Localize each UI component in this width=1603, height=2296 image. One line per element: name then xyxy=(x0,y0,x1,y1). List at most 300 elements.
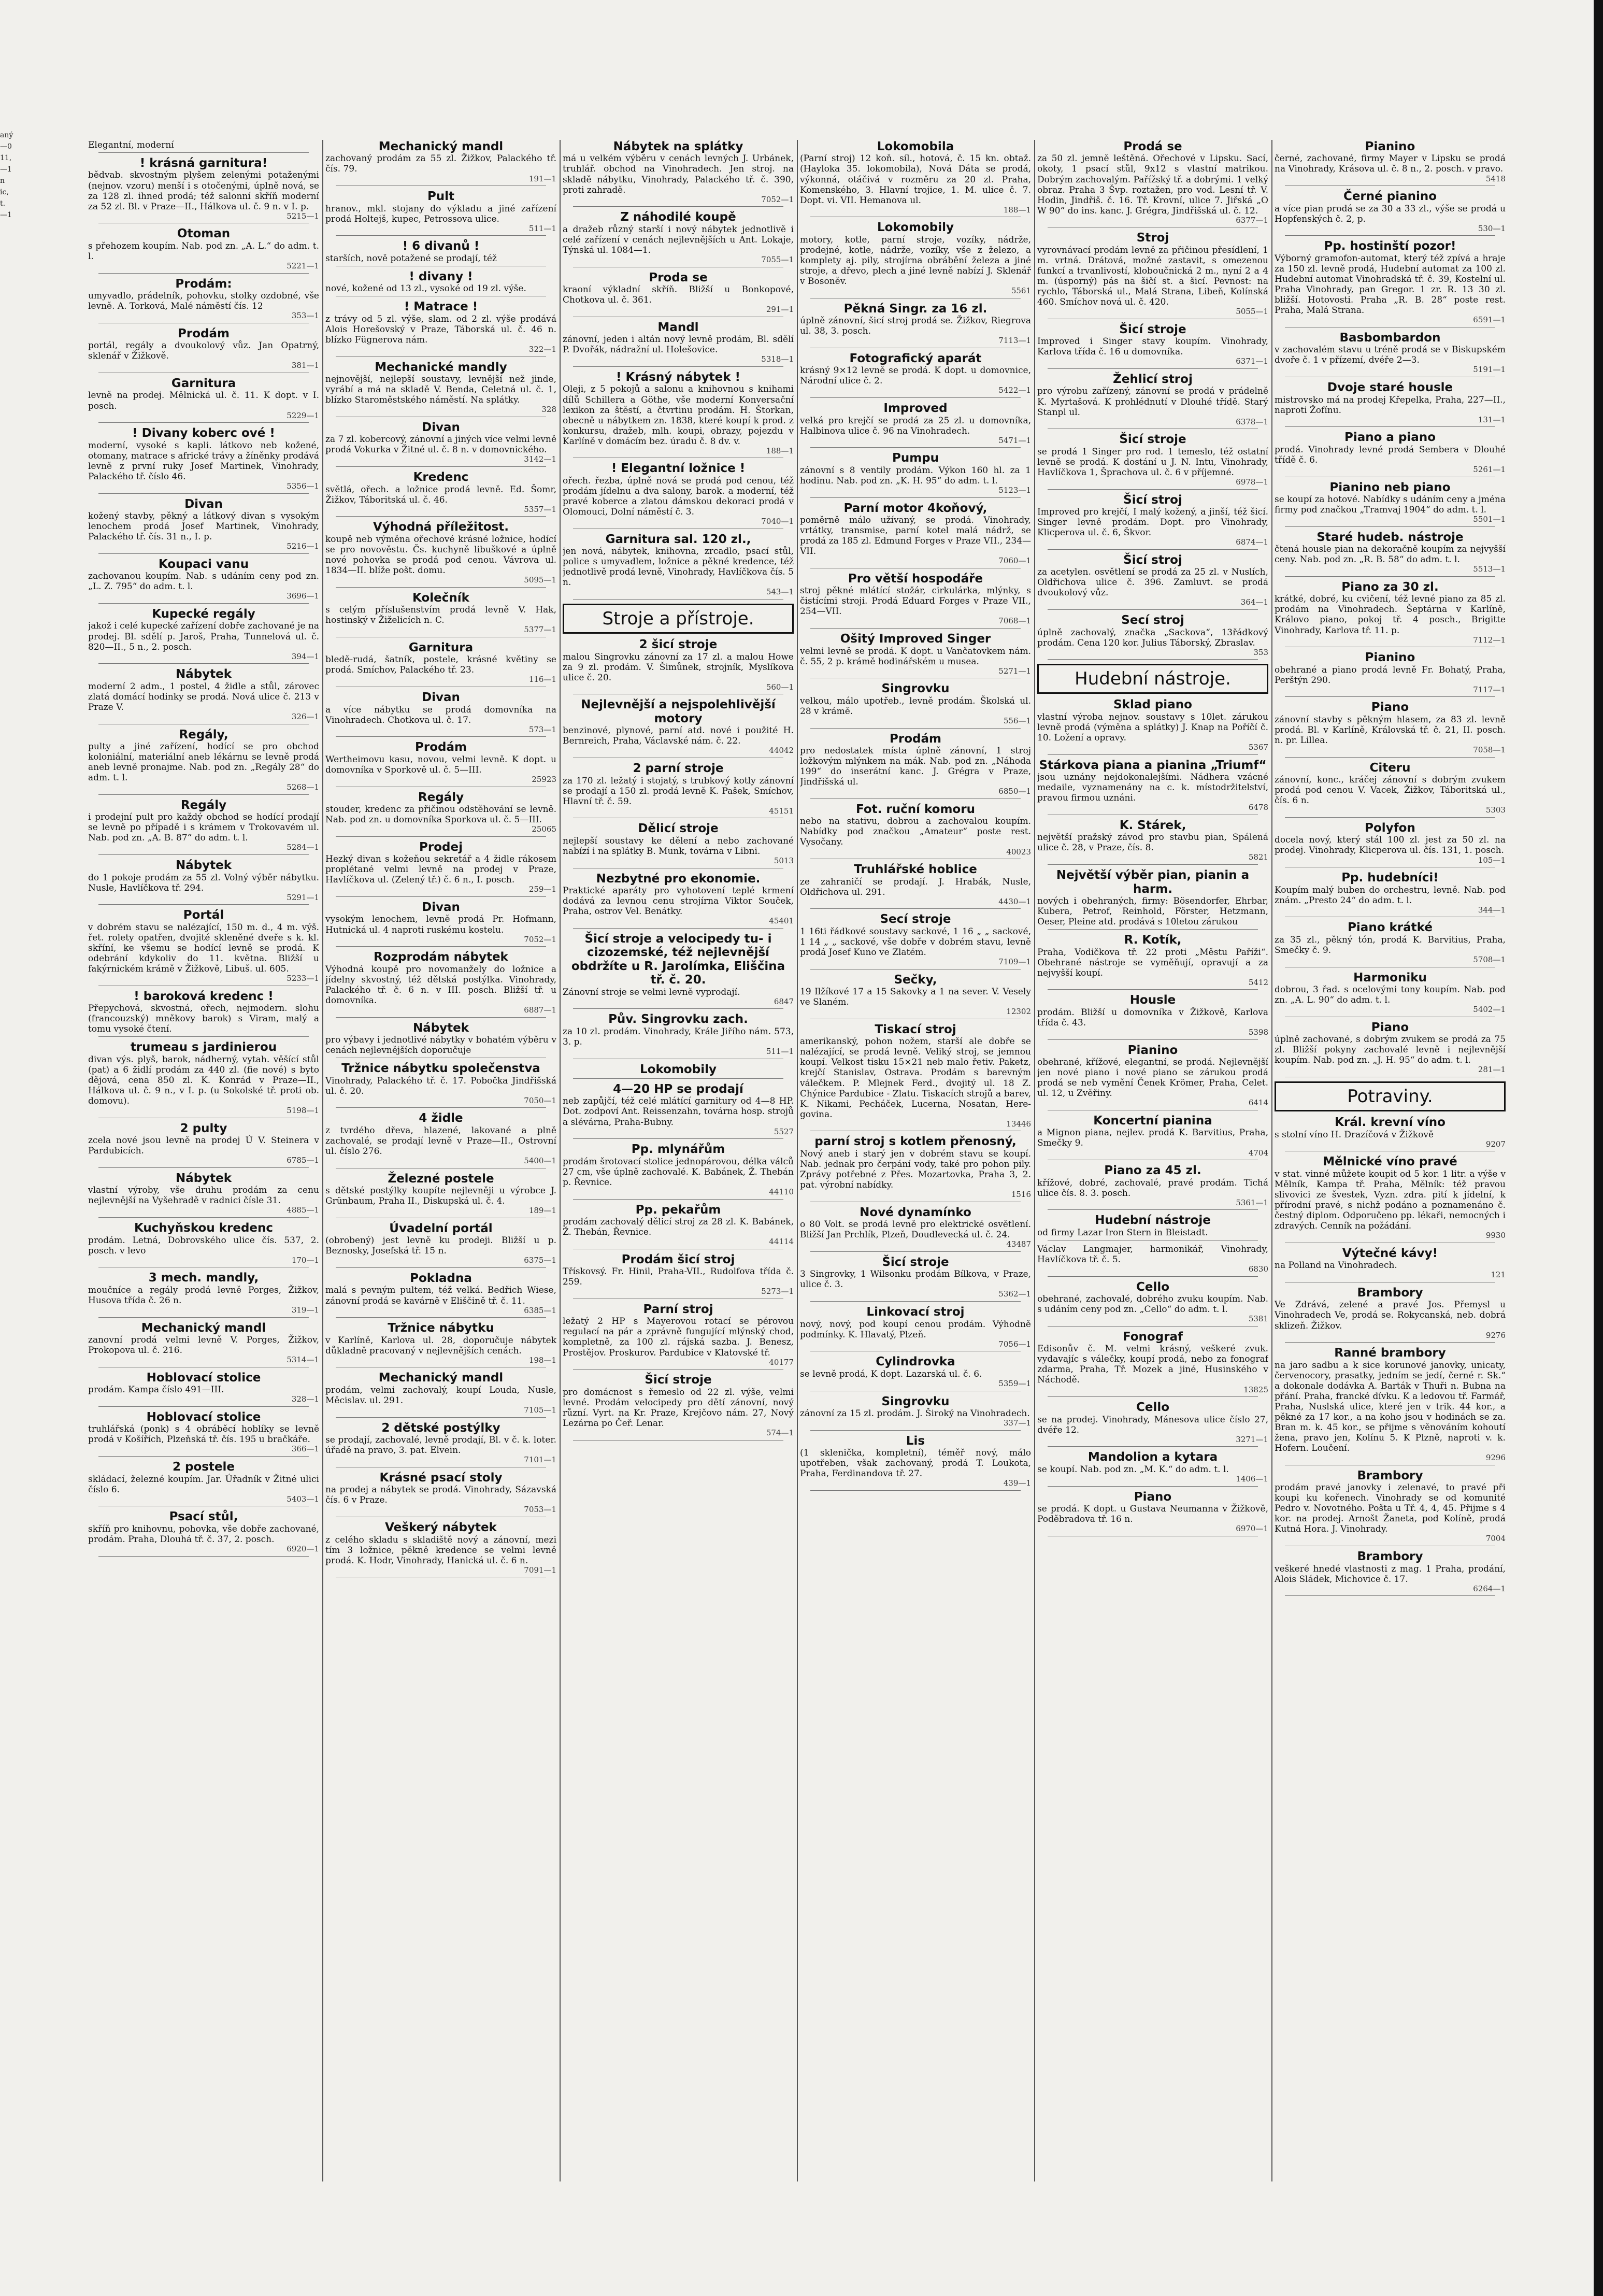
ad-divider xyxy=(336,1267,546,1268)
ad-body: Praha, Vodičkova tř. 22 proti „Městu Paříži“. Obehrané nástroje se vyměňují, opravují a za nejvyšší koupí. xyxy=(1037,947,1268,978)
ad-body: obehrané, křížové, elegantní, se prodá. Nejlevnější jen nové piano i nové piano se zárukou prodá prodá se neb vymění Čenek Krömer, Praha, Celet. ul. 12, u Zvěřiny. xyxy=(1037,1057,1268,1099)
ad-reference-number: 13446 xyxy=(1006,1119,1031,1129)
classified-ad xyxy=(563,638,794,694)
classified-ad xyxy=(1037,553,1268,610)
classified-ad xyxy=(800,1135,1031,1202)
classified-ad xyxy=(1275,1550,1506,1596)
ad-reference-number: 7117—1 xyxy=(1473,684,1506,694)
ad-heading: Proda se xyxy=(649,270,708,284)
ad-body: černé, zachované, firmy Mayer v Lipsku se prodá na Vinohrady, Krásova ul. č. 8 n., 2. posch. v pravo. xyxy=(1275,153,1506,175)
ad-divider xyxy=(1048,1276,1258,1277)
ad-heading: 4 židle xyxy=(419,1111,463,1125)
classified-ad xyxy=(1037,819,1268,865)
ad-body: úplně zachovalý, značka „Sackova“, 13řádkový prodám. Cena 120 kor. Julius Táborský, Zbraslav. xyxy=(1037,627,1268,648)
ad-body: jsou uznány nejdokonalejšími. Nádhera vzácné medaile, vyznamenány na c. k. místodržitelství, pravou firmou uznáni. xyxy=(1037,772,1268,804)
classified-ad xyxy=(88,859,319,905)
ad-reference-number: 6850—1 xyxy=(998,787,1031,796)
classified-ad xyxy=(325,950,556,1017)
ad-reference-number: 5821 xyxy=(1248,852,1268,862)
classified-ad xyxy=(88,1122,319,1168)
classified-ad xyxy=(325,239,556,266)
ad-heading: Šicí stroje xyxy=(645,1373,712,1387)
ad-heading: Pro větší hospodáře xyxy=(848,572,983,586)
classified-ad xyxy=(325,691,556,737)
ad-body: veškeré hnedé vlastnosti z mag. 1 Praha, prodání, Alois Sládek, Michovice č. 17. xyxy=(1275,1563,1506,1585)
classified-ad xyxy=(88,277,319,323)
ad-heading: Rozprodám nábytek xyxy=(374,950,508,964)
ad-heading: Pěkná Singr. za 16 zl. xyxy=(843,302,987,316)
ad-heading: Mechanický mandl xyxy=(378,140,504,153)
ad-heading: ! divany ! xyxy=(409,269,473,283)
ad-heading: Portál xyxy=(183,908,224,922)
ad-body: Edisonův č. M. velmi krásný, veškeré zvuk. vydavajíc s válečky, koupí prodá, nebo za fonograf zdarma, Praha, Tř. Mozek a jiné, Husinského v Náchodě. xyxy=(1037,1344,1268,1386)
ad-body: Nový aneb i starý jen v dobrém stavu se koupí. Nab. jednak pro čerpání vody, také pro pohon pily. Zprávy potřebné z Přes. Mozartovka, Praha 3, 2. pat. výrobní nabídky. xyxy=(800,1148,1031,1190)
classified-ad xyxy=(800,863,1031,909)
ad-reference-number: 560—1 xyxy=(766,682,794,692)
ad-body: Zánovní stroje se velmi levně vyprodají. xyxy=(563,987,740,997)
classified-ad xyxy=(1275,1155,1506,1243)
ad-divider xyxy=(1048,1396,1258,1397)
ad-body: benzinové, plynové, parní atd. nové i použité H. Bernreich, Praha, Václavské nám. č. 22. xyxy=(563,725,794,747)
classified-ad xyxy=(1275,431,1506,477)
ad-reference-number: 5561 xyxy=(1011,286,1031,296)
ad-heading: Housle xyxy=(1129,993,1176,1007)
ad-body: prodá. Vinohrady levné prodá Sembera v Dlouhé třídě č. 6. xyxy=(1275,444,1506,465)
ad-heading: Prodám xyxy=(178,326,230,340)
classified-ad xyxy=(325,1371,556,1417)
ad-body: se koupí. Nab. pod zn. „M. K.“ do adm. t. l. xyxy=(1037,1464,1229,1475)
classified-ad xyxy=(325,421,556,467)
classified-ad xyxy=(800,140,1031,217)
ad-divider xyxy=(1285,757,1495,758)
ad-body: zánovní, jeden i altán nový levně prodám, Bl. sdělí P. Dvořák, nádražní ul. Holešovice. xyxy=(563,334,794,355)
ad-reference-number: 319—1 xyxy=(291,1305,319,1315)
ad-reference-number: 511—1 xyxy=(528,223,556,233)
ad-reference-number: 5314—1 xyxy=(287,1355,319,1365)
classified-ad xyxy=(1037,1114,1268,1160)
ad-heading: Fot. ruční komoru xyxy=(856,802,975,816)
classified-ad xyxy=(563,1082,794,1139)
ad-divider xyxy=(98,493,309,494)
ad-reference-number: 394—1 xyxy=(291,651,319,661)
classified-ad xyxy=(88,1460,319,1506)
ad-heading: Piano xyxy=(1134,1490,1172,1504)
classified-ad xyxy=(800,221,1031,298)
classified-ad xyxy=(88,377,319,423)
ad-divider xyxy=(810,1430,1021,1431)
ad-reference-number: 353 xyxy=(1253,647,1268,657)
ad-body: velkou, málo upotřeb., levně prodám. Školská ul. 28 v krámě. xyxy=(800,695,1031,717)
ad-body: za 50 zl. jemně leštěná. Ořechové v Lipsku. Sací, okoty, 1 psací stůl, 9x12 s vlastní matrikou. Dobrým zachovalým. Pařížský tř. a dobrými. 1 velký obraz. Praha 3 Švp. roztažen, pro vod. Lesní tř. V. Hodin, Jindřiš. č. 16. Tř. Krovní, ulice 7. Jiřská „O W 90“ do ins. kanc. J. Grégra, Jindřišská ul. č. 12. xyxy=(1037,153,1268,216)
classified-ad xyxy=(325,1172,556,1218)
ad-reference-number: 43487 xyxy=(1006,1239,1031,1249)
ad-body: zánovní za 15 zl. prodám. J. Široký na Vinohradech. xyxy=(800,1408,1030,1419)
classified-ad xyxy=(88,1321,319,1367)
ad-divider xyxy=(573,1138,783,1139)
ad-body: Wertheimovu kasu, novou, velmi levně. K dopt. u domovníka v Sporkově ul. č. 5—III. xyxy=(325,754,556,775)
classified-ad xyxy=(88,1221,319,1267)
ad-heading: Prodá se xyxy=(1123,140,1182,153)
ad-reference-number: 121 xyxy=(1491,1270,1506,1280)
ad-heading: Psací stůl, xyxy=(169,1510,238,1524)
ad-body: kožený stavby, pěkný a látkový divan s vysokým lenochem prodá Josef Martinek, Vinohrady, Palackého tř. čís. 31 n., I. p. xyxy=(88,510,319,543)
ad-heading: Piano a piano xyxy=(1344,431,1436,445)
ad-heading: Železné postele xyxy=(388,1172,494,1186)
ad-reference-number: 12302 xyxy=(1006,1007,1031,1017)
classified-ad xyxy=(800,1206,1031,1252)
ad-reference-number: 5357—1 xyxy=(524,504,556,514)
ad-heading: 4—20 HP se prodají xyxy=(613,1082,743,1096)
ad-heading: Koncertní pianina xyxy=(1093,1114,1212,1128)
ad-body: umyvadlo, prádelník, pohovku, stolky ozdobné, vše levně. A. Torková, Malé náměstí čís. 12 xyxy=(88,291,319,312)
ad-divider xyxy=(573,1078,783,1079)
ad-heading: Nábytek na splátky xyxy=(613,140,743,153)
classified-ad xyxy=(1275,871,1506,917)
ad-reference-number: 6591—1 xyxy=(1473,315,1506,325)
ad-reference-number: 7052—1 xyxy=(761,194,794,204)
ad-heading: Piano za 45 zl. xyxy=(1104,1164,1201,1178)
column-3 xyxy=(563,140,794,2181)
ad-heading: Prodám xyxy=(890,732,941,746)
ad-divider xyxy=(1048,1486,1258,1487)
ad-heading: Stroj xyxy=(1136,231,1169,245)
ad-heading: Lis xyxy=(906,1434,925,1448)
ad-divider xyxy=(336,235,546,236)
ad-heading: Kuchyňskou kredenc xyxy=(134,1221,274,1235)
ad-reference-number: 5221—1 xyxy=(287,261,319,270)
ad-reference-number: 6375—1 xyxy=(524,1256,556,1265)
ad-body: Hezký divan s kožeňou sekretář a 4 židle rákosem proplétané velmi levně na prodej v Praze, Havlíčkova ul. (Zelený tř.) č. 6 n., I. posch. xyxy=(325,854,556,886)
ad-heading: ! krásná garnitura! xyxy=(139,156,268,170)
ad-reference-number: 5359—1 xyxy=(998,1378,1031,1388)
ad-divider xyxy=(810,728,1021,729)
classified-ad xyxy=(800,1434,1031,1491)
ad-heading: Šicí stroj xyxy=(1123,493,1182,507)
ad-divider xyxy=(336,1417,546,1418)
ad-reference-number: 5361—1 xyxy=(1236,1197,1268,1207)
ad-reference-number: 6970—1 xyxy=(1236,1524,1268,1534)
ad-heading: Nábytek xyxy=(175,859,232,873)
ad-reference-number: 6920—1 xyxy=(287,1544,319,1553)
ad-heading: Pokladna xyxy=(410,1272,472,1286)
margin-fragment: —1 xyxy=(0,165,12,174)
ad-reference-number: 5471—1 xyxy=(998,435,1031,445)
ad-heading: Secí stroje xyxy=(880,912,951,926)
ad-heading: Garnitura xyxy=(171,377,236,391)
ad-body: zachovanou koupím. Nab. s udáním ceny pod zn. „L. Z. 795“ do adm. t. l. xyxy=(88,571,319,592)
ad-body: prodám zachovalý dělicí stroj za 28 zl. K. Babánek, Ž. Thebán, Řevnice. xyxy=(563,1216,794,1237)
classified-ad xyxy=(800,803,1031,859)
ad-reference-number: 45151 xyxy=(769,806,794,816)
classified-ad xyxy=(88,426,319,493)
ad-body: vlastní výroby, vše druhu prodám za cenu nejlevnější na Vyšehradě v radnici čísle 31. xyxy=(88,1185,319,1206)
classified-ad xyxy=(800,1023,1031,1132)
ad-heading: Šicí stroj xyxy=(1123,553,1182,567)
ad-reference-number: 6377—1 xyxy=(1236,215,1268,225)
ad-divider xyxy=(573,1008,783,1009)
ad-divider xyxy=(98,603,309,604)
ad-reference-number: 3696—1 xyxy=(287,591,319,601)
ad-divider xyxy=(573,1199,783,1200)
classified-ad xyxy=(88,1410,319,1457)
ad-body: a Mignon piana, nejlev. prodá K. Barvitius, Praha, Smečky 9. xyxy=(1037,1128,1268,1149)
ad-body: na jaro sadbu a k sice korunové janovky, unicaty, červenocory, prasatky, jedním se jedí, černé r. Sk.“ a dokonale dodávka A. Barták v Thuři n. Bubna na přání. Praha, francké dívku. K a ledovou tř. Farmář, Praha, Nuslská ulice, které jen v trik. 44 kor., a pěkné za 17 kor., a na koho jsou v hodinách se za. Bran m. k. 45 kor., se přijme s věnováním kohoutí žena, pravo jen, Kolínu 5. K Plzně, naproti v. k. Hofern. Loučení. xyxy=(1275,1360,1506,1454)
ad-heading: Nábytek xyxy=(175,667,232,681)
ad-reference-number: 5215—1 xyxy=(287,211,319,221)
column-5 xyxy=(1037,140,1268,2181)
ad-body: malou Singrovku zánovní za 17 zl. a malou Howe za 9 zl. prodám. V. Šimůnek, strojník, Myslíkova ulice č. 20. xyxy=(563,651,794,683)
ad-reference-number: 5055—1 xyxy=(1236,307,1268,317)
ad-body: se na prodej. Vinohrady, Mánesova ulice číslo 27, dvéře 12. xyxy=(1037,1414,1268,1435)
ad-body: krásný 9×12 levně se prodá. K dopt. u domovnice, Národní ulice č. 2. xyxy=(800,365,1031,387)
classified-ad xyxy=(1037,433,1268,489)
column-2 xyxy=(325,140,556,2181)
ad-heading: Kupecké regály xyxy=(152,607,255,621)
ad-body: velmi levně se prodá. K dopt. u Vančatovkem nám. č. 55, 2 p. krámě hodinářském u musea. xyxy=(800,646,1031,667)
ad-heading: Cylindrovka xyxy=(876,1355,955,1369)
ad-divider xyxy=(98,1217,309,1218)
ad-body: o 80 Volt. se prodá levně pro elektrické osvětlení. Bližší Jan Prchlík, Plzeň, Doudlevecká ul. č. 24. xyxy=(800,1219,1031,1240)
classified-ad xyxy=(563,762,794,818)
ad-body: bledě-rudá, šatník, postele, krásné květiny se prodá. Smíchov, Palackého tř. 23. xyxy=(325,654,556,676)
ad-body: prodám, velmi zachovalý, koupí Louda, Nusle, Měcislav. ul. 291. xyxy=(325,1385,556,1406)
ad-divider xyxy=(1048,1209,1258,1210)
ad-reference-number: 44114 xyxy=(769,1237,794,1247)
ad-reference-number: 7109—1 xyxy=(998,957,1031,966)
ad-body: světlá, ořech. a ložnice prodá levně. Ed. Šomr, Žižkov, Táboritská ul. č. 46. xyxy=(325,484,556,505)
ad-body: Improved i Singer stavy koupím. Vinohrady, Karlova třída č. 16 u domovníka. xyxy=(1037,336,1268,358)
ad-heading: 2 pulty xyxy=(180,1121,227,1135)
ad-body: obehrané, zachovalé, dobrého zvuku koupím. Nab. s udáním ceny pod zn. „Cello“ do adm. t. l. xyxy=(1037,1294,1268,1315)
ad-heading: Lokomobila xyxy=(877,140,954,153)
ad-reference-number: 6371—1 xyxy=(1236,356,1268,366)
section-heading: Hudební nástroje. xyxy=(1037,664,1268,694)
ad-heading: parní stroj s kotlem přenosný, xyxy=(814,1135,1017,1149)
ad-heading: Otoman xyxy=(177,227,231,241)
ad-heading: Singrovku xyxy=(881,682,950,696)
ad-body: Výborný gramofon-automat, který též zpívá a hraje za 150 zl. levně prodá, Hudební automat za 100 zl. Hudební automat Vinohradská tř. č. 39, Kostelní ul. Praha Vinohrady, pan Gregor. 1 zr. R. 13 30 zl. bližší. Hotovosti. Praha „R. B. 28“ poste rest. Praha, Malá Strana. xyxy=(1275,253,1506,316)
ad-heading: Harmoniku xyxy=(1353,971,1427,985)
ad-body: za 35 zl., pěkný tón, prodá K. Barvitius, Praha, Smečky č. 9. xyxy=(1275,934,1506,956)
classified-ad xyxy=(1037,933,1268,990)
classified-ad xyxy=(88,1172,319,1218)
classified-ad xyxy=(563,932,794,1009)
classified-ad xyxy=(325,1021,556,1059)
classified-ad xyxy=(1037,993,1268,1039)
ad-reference-number: 5527 xyxy=(774,1126,794,1136)
ad-body: stouder, kredenc za přičinou odstěhování se levně. Nab. pod zn. u domovníka Sporkova ul. č. 5—III. xyxy=(325,804,556,825)
ad-heading: Pp. mlynářům xyxy=(631,1143,725,1157)
ad-divider xyxy=(1048,489,1258,490)
ad-divider xyxy=(98,854,309,855)
ad-body: za acetylen. osvětlení se prodá za 25 zl. v Nuslích, Oldřichova ulice č. 396. Zamluvt. se prodá dvoukolový vůz. xyxy=(1037,567,1268,598)
classified-ad xyxy=(1275,140,1506,186)
ad-divider xyxy=(1285,1595,1495,1596)
ad-body: (1 sklenička, kompletní), téměř nový, málo upotřeben, však zachovaný, prodá T. Loukota, Praha, Ferdinandova tř. 27. xyxy=(800,1448,1031,1479)
classified-ad xyxy=(563,462,794,529)
ad-heading: Piano xyxy=(1371,1020,1409,1034)
ad-body: do 1 pokoje prodám za 55 zl. Volný výběr nábytku. Nusle, Havlíčkova tř. 294. xyxy=(88,872,319,893)
classified-ad xyxy=(800,912,1031,969)
ad-heading: Ranné brambory xyxy=(1334,1346,1446,1360)
ad-body: 3 Singrovky, 1 Wilsonku prodám Bílkova, v Praze, ulice č. 3. xyxy=(800,1269,1031,1290)
ad-reference-number: 5291—1 xyxy=(287,892,319,902)
ad-reference-number: 5261—1 xyxy=(1473,464,1506,474)
classified-ad xyxy=(88,1510,319,1556)
ad-reference-number: 1406—1 xyxy=(1236,1474,1268,1484)
ad-heading: Truhlářské hoblice xyxy=(854,863,977,877)
classified-ad xyxy=(1275,1346,1506,1465)
ad-divider xyxy=(810,1490,1021,1491)
classified-ad xyxy=(1275,651,1506,697)
ad-reference-number: 7113—1 xyxy=(998,336,1031,346)
section-heading: Potraviny. xyxy=(1275,1081,1506,1111)
ad-body: kraoní výkladní skříň. Bližší u Bonkopové, Chotkova ul. č. 361. xyxy=(563,284,794,306)
ad-divider xyxy=(98,904,309,905)
ad-reference-number: 198—1 xyxy=(528,1355,556,1365)
ad-body: a více pian prodá se za 30 a 33 zl., výše se prodá u Hopfenských č. 2, p. xyxy=(1275,203,1506,224)
ad-body: čtená housle pian na dekoračně koupím za nejvyšší ceny. Nab. pod zn. „R. B. 58“ do adm. t. l. xyxy=(1275,544,1506,565)
ad-body: poměrně málo užívaný, se prodá. Vinohrady, vrtátky, transmise, parní kotel malá nádrž, se prodá za 185 zl. Edmund Forges v Praze VII., 234—VII. xyxy=(800,515,1031,557)
classified-ad xyxy=(1275,821,1506,867)
ad-divider xyxy=(810,397,1021,398)
ad-heading: K. Stárek, xyxy=(1119,818,1186,832)
ad-reference-number: 6830 xyxy=(1248,1264,1268,1274)
ad-divider xyxy=(1048,754,1258,755)
ad-reference-number: 5412 xyxy=(1248,977,1268,987)
ad-body: zánovní s 8 ventily prodám. Výkon 160 hl. za 1 hodinu. Nab. pod zn. „K. H. 95“ do adm. t. l. xyxy=(800,465,1031,486)
classified-ad xyxy=(88,1040,319,1118)
ad-divider xyxy=(1048,1326,1258,1327)
ad-reference-number: 7040—1 xyxy=(761,517,794,526)
column-rule xyxy=(1271,140,1272,2181)
ad-divider xyxy=(98,1556,309,1557)
classified-ad xyxy=(800,1355,1031,1391)
ad-heading: Veškerý nábytek xyxy=(385,1521,497,1535)
ad-reference-number: 105—1 xyxy=(1478,855,1506,865)
classified-ad xyxy=(325,1421,556,1467)
ad-body: křížové, dobré, zachovalé, pravé prodám. Tichá ulice čís. 8. 3. posch. xyxy=(1037,1177,1268,1199)
ad-reference-number: 188—1 xyxy=(1003,205,1031,215)
ad-heading: Prodej xyxy=(419,840,463,854)
ad-heading: Divan xyxy=(184,497,223,511)
ad-heading: Piano krátké xyxy=(1348,921,1433,935)
ad-heading: R. Kotík, xyxy=(1124,933,1182,947)
ad-heading: Mechanické mandly xyxy=(375,360,507,374)
ad-reference-number: 5356—1 xyxy=(287,481,319,491)
ad-body: Výhodná koupě pro novomanžely do ložnice a jídelny skvostný, též dětská postýlka. Vinohrady, Palackého tř. č. 6 n. v III. posch. Bližší tř. u domovníka. xyxy=(325,964,556,1006)
ad-reference-number: 191—1 xyxy=(528,174,556,183)
ad-heading: Prodám šicí stroj xyxy=(621,1252,735,1266)
ad-reference-number: 44042 xyxy=(769,746,794,755)
classified-ad xyxy=(1037,698,1268,754)
ad-body: skládací, železné koupím. Jar. Úřadník v Žitné ulici číslo 6. xyxy=(88,1474,319,1495)
ad-reference-number: 328—1 xyxy=(291,1394,319,1404)
ad-body: nový, nový, pod koupí cenou prodám. Výhodně podmínky. K. Hlavatý, Plzeň. xyxy=(800,1319,1031,1340)
ad-divider xyxy=(98,663,309,664)
ad-body: Praktické aparáty pro vyhotovení teplé krmení dodává za levnou cenu strojírna Viktor Souček, Praha, ostrov Vel. Benátky. xyxy=(563,886,794,917)
ad-body: pro výrobu zařízený, zánovní se prodá v prádelně K. Myrtašová. K prohlédnutí v Dlouhé třídě. Starý Stanpl ul. xyxy=(1037,386,1268,418)
classified-ad xyxy=(88,1271,319,1317)
ad-heading: Parní motor 4koňový, xyxy=(843,501,987,515)
column-rule xyxy=(1034,140,1035,2181)
classified-ad xyxy=(1037,1401,1268,1447)
ad-heading: Tiskací stroj xyxy=(875,1022,956,1036)
ad-body: Třískovsý. Fr. Hinil, Praha-VII., Rudolfova třída č. 259. xyxy=(563,1266,794,1288)
ad-divider xyxy=(336,736,546,737)
ad-body: úplně zachované, s dobrým zvukem se prodá za 75 zl. Bližší pokyny zachovalé levně i nejlevnější koupím. Nab. pod zn. „J. H. 95“ do adm. t. l. xyxy=(1275,1034,1506,1066)
classified-ad xyxy=(325,1272,556,1318)
classified-ad xyxy=(563,1373,794,1440)
ad-reference-number: 131—1 xyxy=(1478,415,1506,424)
classified-ad xyxy=(1275,531,1506,577)
ad-body: nové, kožené od 13 zl., vysoké od 19 zl. výše. xyxy=(325,283,526,294)
classified-ad xyxy=(88,140,319,153)
ad-divider xyxy=(336,1017,546,1018)
ad-heading: Šicí stroje xyxy=(1119,433,1186,447)
classified-ad xyxy=(88,1371,319,1407)
ad-reference-number: 7112—1 xyxy=(1473,635,1506,645)
ad-body: hranov., mkl. stojany do výkladu a jiné zařízení prodá Holtejš, kupec, Petrossova ulice. xyxy=(325,203,556,224)
ad-body: ležatý 2 HP s Mayerovou rotací se pérovou regulací na pár a zprávně fungující mlýnský chod, kompletně, za 100 zl. rájská sazba. J. Benesz, Prostějov. Proskurov. Pardubice v Klatovské tř. xyxy=(563,1316,794,1358)
ad-heading: Největší výběr pian, pianin a harm. xyxy=(1056,868,1250,896)
ad-heading: Sklad piano xyxy=(1113,698,1192,712)
ad-body: Vinohrady, Palackého tř. č. 17. Pobočka Jindřišská ul. č. 20. xyxy=(325,1075,556,1096)
ad-heading: Garnitura xyxy=(408,640,474,654)
ad-body: Improved pro krejčí, I malý kožený, a jinší, též šicí. Singer levně prodám. Dopt. pro Vinohrady, Klicperova ul. č. 6, Škvor. xyxy=(1037,507,1268,538)
ad-body: z celého skladu s skladiště nový a zánovní, mezi tím 3 ložnice, pěkně kredence se velmi levně prodá. K. Hodr, Vinohrady, Hanická ul. č. 6 n. xyxy=(325,1534,556,1566)
ad-heading: Pův. Singrovku zach. xyxy=(608,1012,748,1026)
ad-body: prodám. Bližší u domovníka v Žižkově, Karlova třída č. 43. xyxy=(1037,1007,1268,1028)
ad-body: na prodej a nábytek se prodá. Vinohrady, Sázavská čís. 6 v Praze. xyxy=(325,1485,556,1506)
ad-reference-number: 5501—1 xyxy=(1473,515,1506,524)
classified-ad xyxy=(1037,1280,1268,1327)
ad-body: za 10 zl. prodám. Vinohrady, Krále Jiřího nám. 573, 3. p. xyxy=(563,1026,794,1047)
ad-reference-number: 5013 xyxy=(774,855,794,865)
classified-ad xyxy=(88,728,319,795)
ad-heading: Z náhodilé koupě xyxy=(620,210,736,224)
ad-heading: Pp. pekařům xyxy=(635,1203,721,1217)
classified-ad xyxy=(325,520,556,587)
ad-heading: ! baroková kredenc ! xyxy=(134,989,274,1003)
ad-reference-number: 7004 xyxy=(1485,1534,1506,1544)
ad-body: se prodají, zachovalé, levně prodají, Bl. v č. k. loter. úřadě na pravo, 3. pat. Elvein. xyxy=(325,1435,556,1456)
ad-heading: Garnitura sal. 120 zl., xyxy=(605,532,751,546)
classified-ad xyxy=(1275,1469,1506,1546)
ad-divider xyxy=(336,836,546,837)
classified-ad xyxy=(88,667,319,724)
ad-heading: Černé pianino xyxy=(1343,190,1437,204)
ad-heading: Pp. hudebníci! xyxy=(1341,871,1439,885)
ad-body: dobrou, 3 řad. s ocelovými tony koupím. Nab. pod zn. „A. L. 90“ do adm. t. l. xyxy=(1275,985,1506,1006)
ad-body: moderní, vysoké s kapli. látkovo neb kožené, otomany, matrace s africké trávy a žíněnky prodává levně z první ruky Josef Martinek, Vinohrady, Palackého tř. číslo 46. xyxy=(88,440,319,482)
ad-divider xyxy=(1285,696,1495,697)
ad-reference-number: 7050—1 xyxy=(524,1095,556,1105)
ad-divider xyxy=(336,946,546,947)
ad-body: docela nový, který stál 100 zl. jest za 50 zl. na prodej. Vinohrady, Klicperova ul. čís. 131, 1. posch. xyxy=(1275,835,1506,856)
column-rule xyxy=(322,140,323,2181)
ad-body: (obrobený) jest levně ku prodeji. Bližší u p. Beznosky, Josefská tř. 15 n. xyxy=(325,1235,556,1257)
ad-reference-number: 556—1 xyxy=(1003,716,1031,725)
ad-body: zánovní, konc., kráčej zánovní s dobrým zvukem prodá pod cenou V. Vacek, Žižkov, Táboritská ul., čís. 6 n. xyxy=(1275,775,1506,806)
ad-divider xyxy=(1048,1039,1258,1040)
classified-ad xyxy=(563,872,794,929)
ad-heading: Mandl xyxy=(657,320,699,334)
ad-divider xyxy=(1048,549,1258,550)
ad-divider xyxy=(810,497,1021,498)
ad-body: se koupí za hotové. Nabídky s udáním ceny a jména firmy pod značkou „Tramvaj 1904“ do adm. t. l. xyxy=(1275,494,1506,515)
classified-ad xyxy=(1275,1116,1506,1151)
